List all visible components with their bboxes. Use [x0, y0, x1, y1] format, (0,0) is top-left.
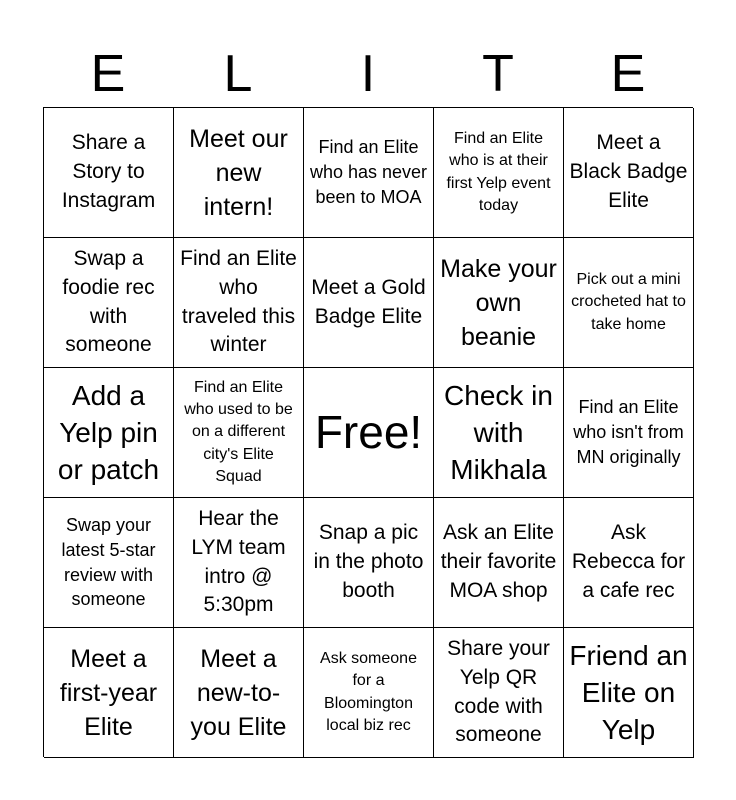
- cell-text: Find an Elite who isn't from MN originally: [573, 397, 684, 467]
- bingo-cell-r1c1[interactable]: [44, 108, 174, 238]
- bingo-cell-r4c3[interactable]: [304, 498, 434, 628]
- bingo-cell-r3c2[interactable]: [174, 368, 304, 498]
- bingo-cell-r4c2[interactable]: [174, 498, 304, 628]
- bingo-cell-r1c2[interactable]: [174, 108, 304, 238]
- cell-text: Swap a foodie rec with someone: [62, 246, 155, 357]
- header-letter-e-2: E: [610, 45, 646, 103]
- header-letter-l: L: [223, 45, 253, 103]
- cell-text: Find an Elite who traveled this winter: [180, 246, 297, 357]
- cell-text: Meet a new-to-you Elite: [190, 644, 287, 741]
- cell-text: Add a Yelp pin or patch: [57, 379, 160, 486]
- cell-text: Meet a Black Badge Elite: [569, 131, 688, 212]
- bingo-cell-r4c1[interactable]: [44, 498, 174, 628]
- cell-text: Check in with Mikhala: [444, 379, 553, 486]
- bingo-cell-free[interactable]: [304, 368, 434, 498]
- cell-text: Meet our new intern!: [189, 124, 288, 221]
- bingo-cell-r3c5[interactable]: [564, 368, 694, 498]
- cell-text: Friend an Elite on Yelp: [569, 639, 688, 746]
- bingo-header: [43, 40, 693, 108]
- bingo-cell-r5c1[interactable]: [44, 628, 174, 758]
- cell-text: Hear the LYM team intro @ 5:30pm: [191, 506, 286, 617]
- header-letter-t: T: [482, 45, 514, 103]
- header-letter-i: I: [360, 45, 376, 103]
- cell-text: Make your own beanie: [440, 254, 557, 351]
- bingo-cell-r5c5[interactable]: [564, 628, 694, 758]
- cell-text: Meet a Gold Badge Elite: [311, 275, 426, 328]
- bingo-cell-r5c2[interactable]: [174, 628, 304, 758]
- bingo-cell-r1c3[interactable]: [304, 108, 434, 238]
- free-space-text: Free!: [314, 406, 423, 459]
- bingo-cell-r3c4[interactable]: [434, 368, 564, 498]
- cell-text: Find an Elite who used to be on a different city's Elite Squad: [184, 378, 293, 486]
- cell-text: Pick out a mini crocheted hat to take home: [571, 270, 686, 333]
- cell-text: Share a Story to Instagram: [61, 131, 156, 212]
- bingo-cell-r2c4[interactable]: [434, 238, 564, 368]
- bingo-cell-r5c4[interactable]: [434, 628, 564, 758]
- bingo-cell-r3c1[interactable]: [44, 368, 174, 498]
- bingo-cell-r2c1[interactable]: [44, 238, 174, 368]
- bingo-cell-r1c5[interactable]: [564, 108, 694, 238]
- cell-text: Swap your latest 5-star review with someone: [61, 514, 156, 610]
- bingo-cell-r5c3[interactable]: [304, 628, 434, 758]
- bingo-cell-r1c4[interactable]: [434, 108, 564, 238]
- cell-text: Meet a first-year Elite: [59, 644, 158, 741]
- cell-text: Ask Rebecca for a cafe rec: [571, 521, 686, 602]
- cell-text: Ask someone for a Bloomington local biz rec: [320, 649, 417, 734]
- cell-text: Find an Elite who is at their first Yelp event today: [446, 129, 551, 214]
- header-letter-e-1: E: [90, 45, 126, 103]
- bingo-cell-r4c4[interactable]: [434, 498, 564, 628]
- bingo-cell-r4c5[interactable]: [564, 498, 694, 628]
- bingo-cell-r2c3[interactable]: [304, 238, 434, 368]
- bingo-cell-r2c5[interactable]: [564, 238, 694, 368]
- cell-text: Share your Yelp QR code with someone: [447, 636, 550, 747]
- cell-text: Snap a pic in the photo booth: [313, 521, 424, 602]
- bingo-cell-r2c2[interactable]: [174, 238, 304, 368]
- cell-text: Find an Elite who has never been to MOA: [309, 137, 428, 207]
- cell-text: Ask an Elite their favorite MOA shop: [440, 521, 557, 602]
- bingo-board: [43, 107, 693, 757]
